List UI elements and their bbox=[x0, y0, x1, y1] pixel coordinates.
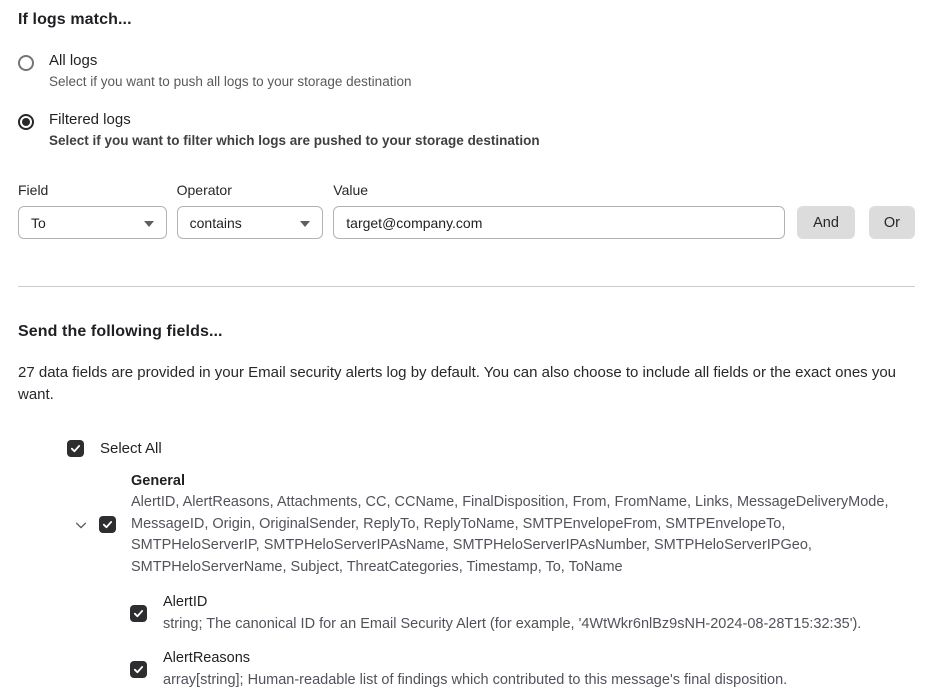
filter-operator-column bbox=[177, 182, 324, 239]
filtered-logs-option bbox=[18, 110, 915, 150]
general-group-title: General bbox=[131, 473, 185, 489]
collapse-chevron-icon[interactable] bbox=[72, 516, 90, 534]
all-logs-description: Select if you want to push all logs to your storage destination bbox=[49, 74, 412, 89]
and-button[interactable]: And bbox=[797, 206, 855, 239]
if-logs-match-heading: If logs match... bbox=[18, 11, 132, 28]
operator-select[interactable] bbox=[177, 206, 324, 239]
general-group-row bbox=[72, 471, 915, 578]
field-item-alertreasons bbox=[130, 648, 915, 690]
chevron-down-icon bbox=[300, 214, 310, 232]
field-label: Field bbox=[18, 182, 49, 198]
field-select[interactable] bbox=[18, 206, 167, 239]
send-fields-heading: Send the following fields... bbox=[18, 323, 223, 340]
all-logs-option bbox=[18, 51, 915, 91]
value-input[interactable] bbox=[333, 206, 785, 239]
alertreasons-name: AlertReasons bbox=[163, 650, 251, 666]
section-divider bbox=[18, 286, 915, 287]
send-fields-description: 27 data fields are provided in your Email security alerts log by default. You can also choose to include all fields or the exact ones you want. bbox=[18, 364, 897, 403]
or-button[interactable]: Or bbox=[869, 206, 915, 239]
alertid-checkbox[interactable] bbox=[130, 605, 147, 622]
filtered-logs-radio[interactable] bbox=[18, 114, 34, 130]
filter-field-column bbox=[18, 182, 167, 239]
alertreasons-content bbox=[163, 648, 903, 690]
value-label: Value bbox=[333, 182, 369, 198]
field-select-value: To bbox=[31, 214, 46, 231]
general-group-fields-summary: AlertID, AlertReasons, Attachments, CC, CCName, FinalDisposition, From, FromName, Links, MessageDeliveryMode, MessageID, Origin, OriginalSender, ReplyTo, ReplyToName, SMTPEnvelopeFrom, SMTPEnvelopeTo, SMTPHeloServerIP, SMTPHeloServerIPAsName, SMTPHeloServerIPAsNumber, SMTPHeloServerIPGeo, SMTPHeloServerName, Subject, ThreatCategories, Timestamp, To, ToName bbox=[131, 494, 889, 575]
alertreasons-description: array[string]; Human-readable list of findings which contributed to this message's final disposition. bbox=[163, 672, 788, 688]
filtered-logs-option-text bbox=[49, 110, 540, 150]
alertid-name: AlertID bbox=[163, 594, 208, 610]
select-all-label: Select All bbox=[100, 440, 162, 457]
select-all-checkbox[interactable] bbox=[67, 440, 84, 457]
filter-builder-row bbox=[18, 182, 915, 239]
all-logs-option-text bbox=[49, 51, 411, 91]
select-all-row bbox=[67, 440, 915, 457]
field-item-alertid bbox=[130, 592, 915, 634]
alertreasons-checkbox[interactable] bbox=[130, 661, 147, 678]
general-group-content bbox=[131, 471, 915, 578]
alertid-description: string; The canonical ID for an Email Security Alert (for example, '4WtWkr6nlBz9sNH-2024-08-28T15:32:35'). bbox=[163, 616, 862, 632]
filtered-logs-label: Filtered logs bbox=[49, 111, 131, 128]
filtered-logs-description: Select if you want to filter which logs are pushed to your storage destination bbox=[49, 133, 540, 148]
alertid-content bbox=[163, 592, 903, 634]
all-logs-label: All logs bbox=[49, 52, 98, 69]
filter-value-column bbox=[333, 182, 785, 239]
operator-label: Operator bbox=[176, 182, 232, 198]
general-group-checkbox[interactable] bbox=[99, 516, 116, 533]
operator-select-value: contains bbox=[189, 214, 242, 231]
chevron-down-icon bbox=[144, 214, 154, 232]
all-logs-radio[interactable] bbox=[18, 55, 34, 71]
